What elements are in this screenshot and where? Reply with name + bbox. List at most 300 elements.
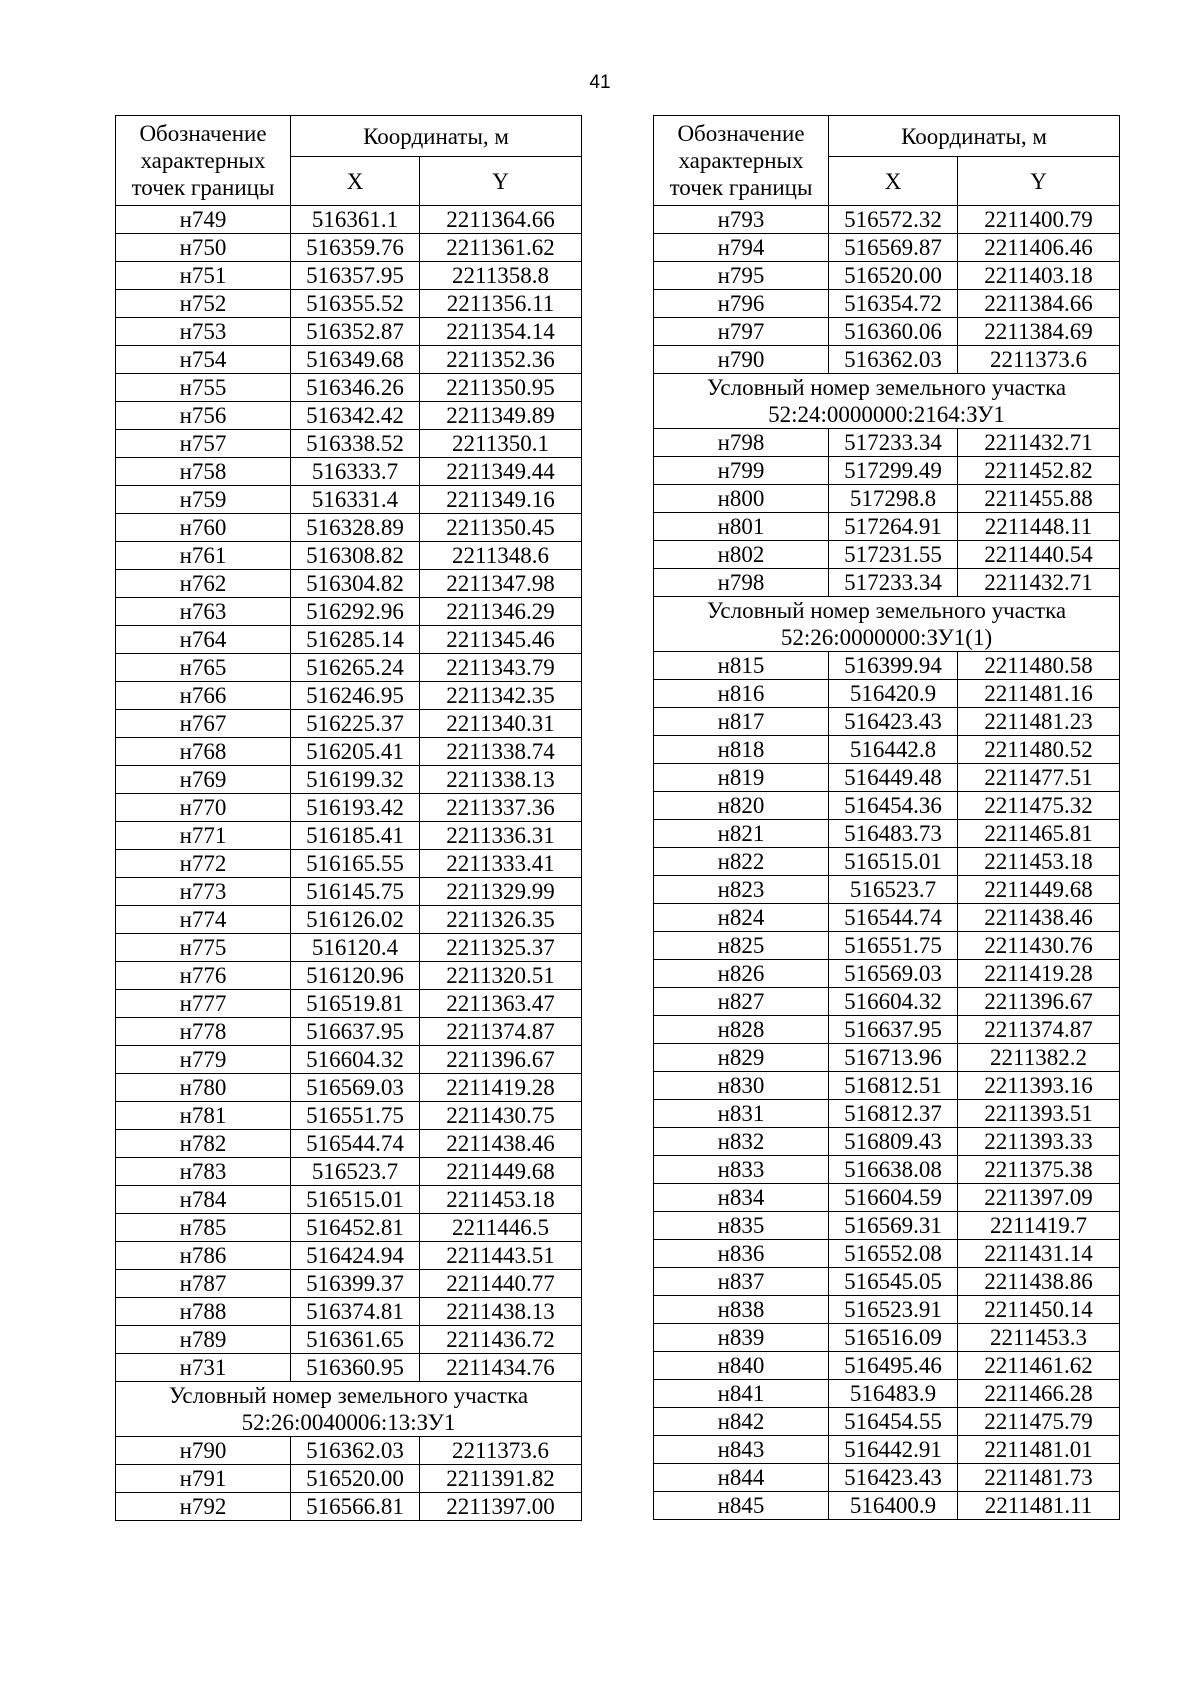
- x-coordinate-cell: 516566.81: [291, 1493, 420, 1521]
- y-coordinate-cell: 2211440.54: [958, 541, 1120, 569]
- y-header: Y: [420, 157, 582, 206]
- y-coordinate-cell: 2211337.36: [420, 794, 582, 822]
- point-id-cell: н788: [116, 1298, 291, 1326]
- point-id-cell: н775: [116, 934, 291, 962]
- point-id-cell: н833: [654, 1156, 829, 1184]
- table-row: [116, 1158, 582, 1186]
- x-coordinate-cell: 516812.37: [829, 1100, 958, 1128]
- point-id-cell: н773: [116, 878, 291, 906]
- table-row: [654, 1072, 1120, 1100]
- y-coordinate-cell: 2211431.14: [958, 1240, 1120, 1268]
- x-coordinate-cell: 516523.91: [829, 1296, 958, 1324]
- x-coordinate-cell: 516713.96: [829, 1044, 958, 1072]
- table-row: [654, 1240, 1120, 1268]
- y-coordinate-cell: 2211361.62: [420, 234, 582, 262]
- y-header: Y: [958, 157, 1120, 206]
- x-coordinate-cell: 516452.81: [291, 1214, 420, 1242]
- table-row: [654, 1044, 1120, 1072]
- table-row: [654, 1380, 1120, 1408]
- table-row: [654, 1324, 1120, 1352]
- table-row: [116, 934, 582, 962]
- table-row: [116, 710, 582, 738]
- point-id-cell: н815: [654, 652, 829, 680]
- x-coordinate-cell: 516569.03: [829, 960, 958, 988]
- point-id-cell: н797: [654, 318, 829, 346]
- table-row: [116, 542, 582, 570]
- x-coordinate-cell: 516360.95: [291, 1354, 420, 1382]
- point-id-cell: н787: [116, 1270, 291, 1298]
- table-row: [654, 988, 1120, 1016]
- y-coordinate-cell: 2211450.14: [958, 1296, 1120, 1324]
- point-id-cell: н749: [116, 206, 291, 234]
- table-row: [654, 848, 1120, 876]
- y-coordinate-cell: 2211326.35: [420, 906, 582, 934]
- table-row: [116, 766, 582, 794]
- table-row: [654, 1016, 1120, 1044]
- table-row: [116, 262, 582, 290]
- y-coordinate-cell: 2211373.6: [958, 346, 1120, 374]
- point-id-cell: н838: [654, 1296, 829, 1324]
- y-coordinate-cell: 2211397.09: [958, 1184, 1120, 1212]
- x-header: X: [291, 157, 420, 206]
- point-id-cell: н789: [116, 1326, 291, 1354]
- x-coordinate-cell: 516338.52: [291, 430, 420, 458]
- table-row: [654, 764, 1120, 792]
- x-coordinate-cell: 516361.65: [291, 1326, 420, 1354]
- point-id-cell: н816: [654, 680, 829, 708]
- point-id-cell: н761: [116, 542, 291, 570]
- x-coordinate-cell: 516304.82: [291, 570, 420, 598]
- point-id-cell: н776: [116, 962, 291, 990]
- point-id-cell: н839: [654, 1324, 829, 1352]
- point-id-cell: н772: [116, 850, 291, 878]
- point-id-cell: н777: [116, 990, 291, 1018]
- y-coordinate-cell: 2211349.44: [420, 458, 582, 486]
- y-coordinate-cell: 2211397.00: [420, 1493, 582, 1521]
- table-row: [654, 457, 1120, 485]
- point-id-cell: н826: [654, 960, 829, 988]
- y-coordinate-cell: 2211345.46: [420, 626, 582, 654]
- table-row: [654, 708, 1120, 736]
- x-coordinate-cell: 516604.32: [829, 988, 958, 1016]
- table-row: [116, 906, 582, 934]
- point-id-cell: н767: [116, 710, 291, 738]
- y-coordinate-cell: 2211432.71: [958, 569, 1120, 597]
- point-id-cell: н783: [116, 1158, 291, 1186]
- point-id-cell: н837: [654, 1268, 829, 1296]
- x-coordinate-cell: 517233.34: [829, 429, 958, 457]
- y-coordinate-cell: 2211382.2: [958, 1044, 1120, 1072]
- table-row: [116, 822, 582, 850]
- x-coordinate-cell: 516495.46: [829, 1352, 958, 1380]
- x-coordinate-cell: 516604.32: [291, 1046, 420, 1074]
- point-id-cell: н829: [654, 1044, 829, 1072]
- x-coordinate-cell: 516199.32: [291, 766, 420, 794]
- coordinates-header: Координаты, м: [829, 116, 1120, 157]
- x-coordinate-cell: 516442.8: [829, 736, 958, 764]
- x-coordinate-cell: 516809.43: [829, 1128, 958, 1156]
- y-coordinate-cell: 2211481.01: [958, 1436, 1120, 1464]
- table-row: [654, 1296, 1120, 1324]
- y-coordinate-cell: 2211481.11: [958, 1492, 1120, 1520]
- point-id-cell: н751: [116, 262, 291, 290]
- coordinates-header: Координаты, м: [291, 116, 582, 157]
- y-coordinate-cell: 2211430.75: [420, 1102, 582, 1130]
- x-coordinate-cell: 516360.06: [829, 318, 958, 346]
- point-id-cell: н800: [654, 485, 829, 513]
- table-row: [654, 234, 1120, 262]
- table-row: [116, 654, 582, 682]
- y-coordinate-cell: 2211465.81: [958, 820, 1120, 848]
- point-id-cell: н802: [654, 541, 829, 569]
- x-coordinate-cell: 516519.81: [291, 990, 420, 1018]
- point-id-cell: н818: [654, 736, 829, 764]
- point-id-cell: н779: [116, 1046, 291, 1074]
- x-coordinate-cell: 516145.75: [291, 878, 420, 906]
- y-coordinate-cell: 2211438.13: [420, 1298, 582, 1326]
- point-id-cell: н832: [654, 1128, 829, 1156]
- table-row: [116, 290, 582, 318]
- table-row: [116, 962, 582, 990]
- table-row: [116, 1298, 582, 1326]
- point-id-cell: н757: [116, 430, 291, 458]
- x-coordinate-cell: 516551.75: [291, 1102, 420, 1130]
- point-id-cell: н780: [116, 1074, 291, 1102]
- y-coordinate-cell: 2211449.68: [420, 1158, 582, 1186]
- point-id-cell: н817: [654, 708, 829, 736]
- point-id-cell: н756: [116, 402, 291, 430]
- x-coordinate-cell: 516523.7: [291, 1158, 420, 1186]
- point-id-cell: н778: [116, 1018, 291, 1046]
- table-row: [116, 374, 582, 402]
- point-id-cell: н765: [116, 654, 291, 682]
- table-row: [116, 1493, 582, 1521]
- point-id-cell: н759: [116, 486, 291, 514]
- x-coordinate-cell: 516449.48: [829, 764, 958, 792]
- x-coordinate-cell: 516515.01: [291, 1186, 420, 1214]
- table-row: [116, 1130, 582, 1158]
- table-row: [654, 1156, 1120, 1184]
- x-coordinate-cell: 516812.51: [829, 1072, 958, 1100]
- x-header: X: [829, 157, 958, 206]
- table-row: [654, 820, 1120, 848]
- y-coordinate-cell: 2211325.37: [420, 934, 582, 962]
- x-coordinate-cell: 516362.03: [291, 1437, 420, 1465]
- y-coordinate-cell: 2211343.79: [420, 654, 582, 682]
- y-coordinate-cell: 2211364.66: [420, 206, 582, 234]
- x-coordinate-cell: 516520.00: [829, 262, 958, 290]
- y-coordinate-cell: 2211438.46: [420, 1130, 582, 1158]
- table-row: [116, 514, 582, 542]
- x-coordinate-cell: 516483.9: [829, 1380, 958, 1408]
- point-id-cell: н795: [654, 262, 829, 290]
- table-row: [116, 682, 582, 710]
- parcel-section-title: Условный номер земельного участка 52:24:0000000:2164:ЗУ1: [654, 374, 1120, 429]
- x-coordinate-cell: 516483.73: [829, 820, 958, 848]
- point-id-cell: н750: [116, 234, 291, 262]
- y-coordinate-cell: 2211374.87: [420, 1018, 582, 1046]
- y-coordinate-cell: 2211440.77: [420, 1270, 582, 1298]
- x-coordinate-cell: 516545.05: [829, 1268, 958, 1296]
- y-coordinate-cell: 2211466.28: [958, 1380, 1120, 1408]
- table-row: [654, 1128, 1120, 1156]
- point-id-cell: н794: [654, 234, 829, 262]
- x-coordinate-cell: 516544.74: [829, 904, 958, 932]
- y-coordinate-cell: 2211477.51: [958, 764, 1120, 792]
- y-coordinate-cell: 2211419.28: [420, 1074, 582, 1102]
- table-row: [116, 738, 582, 766]
- x-coordinate-cell: 516400.9: [829, 1492, 958, 1520]
- point-id-cell: н830: [654, 1072, 829, 1100]
- x-coordinate-cell: 516552.08: [829, 1240, 958, 1268]
- x-coordinate-cell: 516399.37: [291, 1270, 420, 1298]
- point-id-cell: н763: [116, 598, 291, 626]
- point-id-cell: н758: [116, 458, 291, 486]
- point-id-cell: н844: [654, 1464, 829, 1492]
- x-coordinate-cell: 516333.7: [291, 458, 420, 486]
- table-row: [654, 290, 1120, 318]
- designation-header: Обозначение характерных точек границы: [116, 116, 291, 206]
- table-row: [654, 513, 1120, 541]
- coordinates-table-right: [653, 115, 1120, 1520]
- x-coordinate-cell: 516355.52: [291, 290, 420, 318]
- y-coordinate-cell: 2211453.18: [958, 848, 1120, 876]
- table-row: [116, 318, 582, 346]
- y-coordinate-cell: 2211393.51: [958, 1100, 1120, 1128]
- x-coordinate-cell: 516637.95: [291, 1018, 420, 1046]
- point-id-cell: н798: [654, 429, 829, 457]
- table-row: [116, 1046, 582, 1074]
- point-id-cell: н822: [654, 848, 829, 876]
- table-row: [116, 1326, 582, 1354]
- y-coordinate-cell: 2211354.14: [420, 318, 582, 346]
- table-row: [654, 1268, 1120, 1296]
- y-coordinate-cell: 2211350.1: [420, 430, 582, 458]
- x-coordinate-cell: 516328.89: [291, 514, 420, 542]
- point-id-cell: н769: [116, 766, 291, 794]
- table-row: [654, 262, 1120, 290]
- point-id-cell: н781: [116, 1102, 291, 1130]
- point-id-cell: н752: [116, 290, 291, 318]
- x-coordinate-cell: 516604.59: [829, 1184, 958, 1212]
- x-coordinate-cell: 516515.01: [829, 848, 958, 876]
- table-row: [654, 541, 1120, 569]
- point-id-cell: н731: [116, 1354, 291, 1382]
- x-coordinate-cell: 516359.76: [291, 234, 420, 262]
- table-row: [654, 1492, 1120, 1520]
- table-row: [116, 1074, 582, 1102]
- section-row: [654, 597, 1120, 652]
- y-coordinate-cell: 2211480.52: [958, 736, 1120, 764]
- x-coordinate-cell: 516638.08: [829, 1156, 958, 1184]
- point-id-cell: н821: [654, 820, 829, 848]
- table-row: [116, 1186, 582, 1214]
- x-coordinate-cell: 516193.42: [291, 794, 420, 822]
- table-row: [654, 1212, 1120, 1240]
- point-id-cell: н762: [116, 570, 291, 598]
- x-coordinate-cell: 516420.9: [829, 680, 958, 708]
- table-row: [116, 1354, 582, 1382]
- x-coordinate-cell: 516357.95: [291, 262, 420, 290]
- y-coordinate-cell: 2211358.8: [420, 262, 582, 290]
- y-coordinate-cell: 2211329.99: [420, 878, 582, 906]
- y-coordinate-cell: 2211347.98: [420, 570, 582, 598]
- point-id-cell: н843: [654, 1436, 829, 1464]
- point-id-cell: н791: [116, 1465, 291, 1493]
- y-coordinate-cell: 2211481.23: [958, 708, 1120, 736]
- point-id-cell: н841: [654, 1380, 829, 1408]
- y-coordinate-cell: 2211338.74: [420, 738, 582, 766]
- point-id-cell: н819: [654, 764, 829, 792]
- x-coordinate-cell: 516292.96: [291, 598, 420, 626]
- point-id-cell: н801: [654, 513, 829, 541]
- table-row: [116, 1437, 582, 1465]
- y-coordinate-cell: 2211391.82: [420, 1465, 582, 1493]
- section-row: [116, 1382, 582, 1437]
- x-coordinate-cell: 516374.81: [291, 1298, 420, 1326]
- point-id-cell: н799: [654, 457, 829, 485]
- point-id-cell: н786: [116, 1242, 291, 1270]
- x-coordinate-cell: 516126.02: [291, 906, 420, 934]
- y-coordinate-cell: 2211406.46: [958, 234, 1120, 262]
- x-coordinate-cell: 516352.87: [291, 318, 420, 346]
- table-row: [116, 850, 582, 878]
- table-row: [654, 680, 1120, 708]
- y-coordinate-cell: 2211480.58: [958, 652, 1120, 680]
- point-id-cell: н820: [654, 792, 829, 820]
- y-coordinate-cell: 2211419.7: [958, 1212, 1120, 1240]
- point-id-cell: н768: [116, 738, 291, 766]
- table-row: [654, 1436, 1120, 1464]
- y-coordinate-cell: 2211436.72: [420, 1326, 582, 1354]
- x-coordinate-cell: 516454.36: [829, 792, 958, 820]
- x-coordinate-cell: 516185.41: [291, 822, 420, 850]
- y-coordinate-cell: 2211438.86: [958, 1268, 1120, 1296]
- x-coordinate-cell: 516442.91: [829, 1436, 958, 1464]
- table-row: [116, 346, 582, 374]
- y-coordinate-cell: 2211403.18: [958, 262, 1120, 290]
- table-row: [116, 598, 582, 626]
- parcel-section-title: Условный номер земельного участка 52:26:0040006:13:ЗУ1: [116, 1382, 582, 1437]
- point-id-cell: н827: [654, 988, 829, 1016]
- x-coordinate-cell: 516569.31: [829, 1212, 958, 1240]
- point-id-cell: н766: [116, 682, 291, 710]
- point-id-cell: н796: [654, 290, 829, 318]
- point-id-cell: н774: [116, 906, 291, 934]
- y-coordinate-cell: 2211453.3: [958, 1324, 1120, 1352]
- point-id-cell: н831: [654, 1100, 829, 1128]
- point-id-cell: н770: [116, 794, 291, 822]
- y-coordinate-cell: 2211419.28: [958, 960, 1120, 988]
- table-row: [116, 402, 582, 430]
- table-row: [116, 486, 582, 514]
- point-id-cell: н834: [654, 1184, 829, 1212]
- y-coordinate-cell: 2211443.51: [420, 1242, 582, 1270]
- y-coordinate-cell: 2211475.79: [958, 1408, 1120, 1436]
- x-coordinate-cell: 517298.8: [829, 485, 958, 513]
- x-coordinate-cell: 516520.00: [291, 1465, 420, 1493]
- x-coordinate-cell: 516346.26: [291, 374, 420, 402]
- y-coordinate-cell: 2211320.51: [420, 962, 582, 990]
- point-id-cell: н782: [116, 1130, 291, 1158]
- table-row: [116, 1465, 582, 1493]
- table-row: [654, 960, 1120, 988]
- point-id-cell: н790: [116, 1437, 291, 1465]
- point-id-cell: н771: [116, 822, 291, 850]
- parcel-section-title: Условный номер земельного участка 52:26:0000000:ЗУ1(1): [654, 597, 1120, 652]
- y-coordinate-cell: 2211432.71: [958, 429, 1120, 457]
- table-row: [654, 318, 1120, 346]
- table-row: [654, 206, 1120, 234]
- y-coordinate-cell: 2211400.79: [958, 206, 1120, 234]
- table-row: [654, 1464, 1120, 1492]
- point-id-cell: н823: [654, 876, 829, 904]
- table-row: [654, 736, 1120, 764]
- y-coordinate-cell: 2211396.67: [420, 1046, 582, 1074]
- table-row: [116, 1214, 582, 1242]
- table-row: [116, 206, 582, 234]
- x-coordinate-cell: 517233.34: [829, 569, 958, 597]
- x-coordinate-cell: 516544.74: [291, 1130, 420, 1158]
- x-coordinate-cell: 516265.24: [291, 654, 420, 682]
- table-row: [116, 1018, 582, 1046]
- y-coordinate-cell: 2211446.5: [420, 1214, 582, 1242]
- y-coordinate-cell: 2211448.11: [958, 513, 1120, 541]
- point-id-cell: н793: [654, 206, 829, 234]
- y-coordinate-cell: 2211430.76: [958, 932, 1120, 960]
- point-id-cell: н845: [654, 1492, 829, 1520]
- point-id-cell: н753: [116, 318, 291, 346]
- y-coordinate-cell: 2211475.32: [958, 792, 1120, 820]
- x-coordinate-cell: 516569.87: [829, 234, 958, 262]
- y-coordinate-cell: 2211396.67: [958, 988, 1120, 1016]
- y-coordinate-cell: 2211452.82: [958, 457, 1120, 485]
- point-id-cell: н764: [116, 626, 291, 654]
- designation-header: Обозначение характерных точек границы: [654, 116, 829, 206]
- table-row: [116, 458, 582, 486]
- x-coordinate-cell: 516285.14: [291, 626, 420, 654]
- table-row: [654, 932, 1120, 960]
- y-coordinate-cell: 2211481.16: [958, 680, 1120, 708]
- x-coordinate-cell: 516423.43: [829, 1464, 958, 1492]
- x-coordinate-cell: 516120.96: [291, 962, 420, 990]
- y-coordinate-cell: 2211453.18: [420, 1186, 582, 1214]
- table-row: [654, 485, 1120, 513]
- y-coordinate-cell: 2211461.62: [958, 1352, 1120, 1380]
- x-coordinate-cell: 517231.55: [829, 541, 958, 569]
- point-id-cell: н754: [116, 346, 291, 374]
- x-coordinate-cell: 516331.4: [291, 486, 420, 514]
- point-id-cell: н842: [654, 1408, 829, 1436]
- point-id-cell: н792: [116, 1493, 291, 1521]
- x-coordinate-cell: 516454.55: [829, 1408, 958, 1436]
- y-coordinate-cell: 2211346.29: [420, 598, 582, 626]
- coordinates-table-left: [115, 115, 582, 1521]
- point-id-cell: н790: [654, 346, 829, 374]
- x-coordinate-cell: 516569.03: [291, 1074, 420, 1102]
- y-coordinate-cell: 2211374.87: [958, 1016, 1120, 1044]
- table-row: [654, 1408, 1120, 1436]
- table-row: [654, 792, 1120, 820]
- table-row: [654, 569, 1120, 597]
- x-coordinate-cell: 516308.82: [291, 542, 420, 570]
- x-coordinate-cell: 516120.4: [291, 934, 420, 962]
- table-row: [116, 990, 582, 1018]
- table-row: [116, 1242, 582, 1270]
- point-id-cell: н836: [654, 1240, 829, 1268]
- y-coordinate-cell: 2211393.16: [958, 1072, 1120, 1100]
- y-coordinate-cell: 2211349.16: [420, 486, 582, 514]
